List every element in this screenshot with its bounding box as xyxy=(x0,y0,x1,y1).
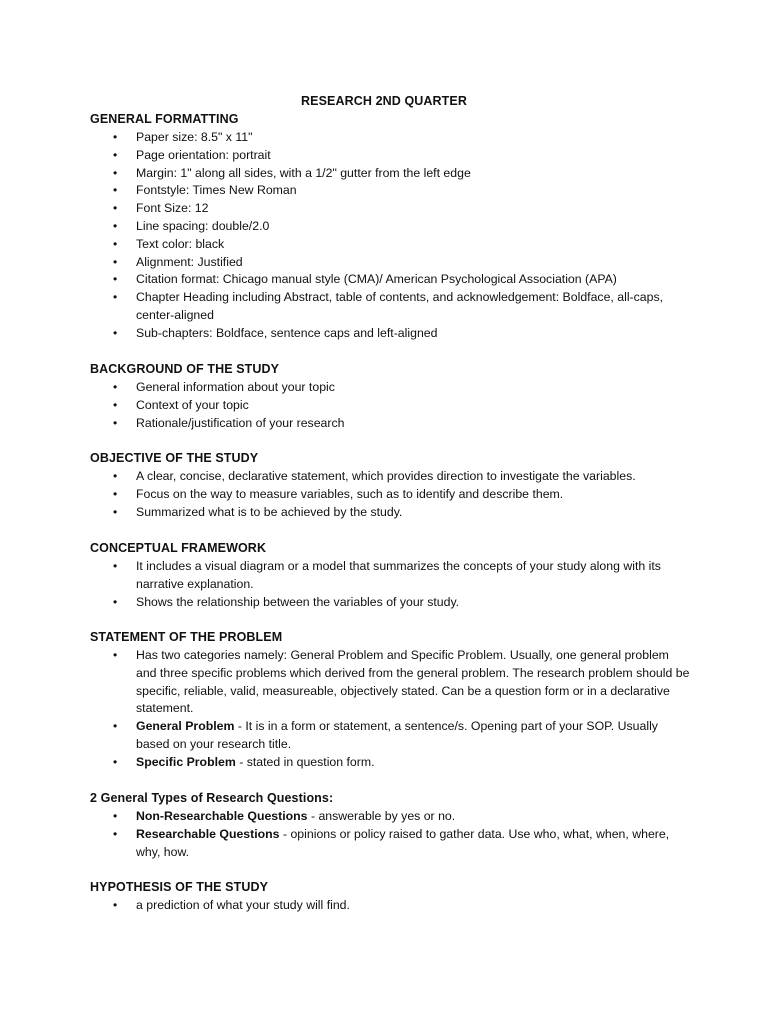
term-non-researchable: Non-Researchable Questions xyxy=(136,809,308,823)
list-item: • Text color: black xyxy=(90,236,690,254)
bullet-icon: • xyxy=(113,898,118,912)
list-item: • It includes a visual diagram or a model that summarizes the concepts of your study along with its narrative explanation. xyxy=(113,559,661,591)
list-research-question-types xyxy=(90,808,690,861)
bullet-icon: • xyxy=(113,469,118,483)
bullet-icon: • xyxy=(113,147,118,162)
list-item: • Page orientation: portrait xyxy=(90,147,690,165)
bullet-icon: • xyxy=(113,397,118,412)
list-item: • Chapter Heading including Abstract, table of contents, and acknowledgement: Boldface, all-caps, center-aligned xyxy=(113,290,664,322)
bullet-icon: • xyxy=(113,559,118,573)
list-item: • Focus on the way to measure variables, such as to identify and describe them. xyxy=(90,486,690,504)
list-item: • Rationale/justification of your research xyxy=(90,415,690,433)
list-item: • Context of your topic xyxy=(90,397,690,415)
list-hypothesis xyxy=(90,897,690,915)
list-statement-of-problem xyxy=(90,647,690,772)
bullet-icon: • xyxy=(113,165,118,180)
heading-hypothesis: HYPOTHESIS OF THE STUDY xyxy=(90,880,269,894)
list-general-formatting xyxy=(90,129,690,343)
list-item: • Alignment: Justified xyxy=(90,254,690,272)
bullet-icon: • xyxy=(113,236,118,251)
list-item: • Summarized what is to be achieved by the study. xyxy=(90,504,690,522)
bullet-icon: • xyxy=(113,380,118,394)
term-researchable: Researchable Questions xyxy=(136,826,280,841)
list-item: • Fontstyle: Times New Roman xyxy=(90,182,690,200)
document-title: RESEARCH 2ND QUARTER xyxy=(301,94,467,108)
list-item: • Paper size: 8.5" x 11" xyxy=(90,129,690,147)
list-item: • Non-Researchable Questions - answerable by yes or no. xyxy=(90,808,690,826)
list-objective xyxy=(90,468,690,521)
bullet-icon: • xyxy=(113,254,118,269)
bullet-icon: • xyxy=(113,130,118,144)
heading-statement-of-problem: STATEMENT OF THE PROBLEM xyxy=(90,630,283,644)
bullet-icon: • xyxy=(113,754,118,769)
list-item: • Font Size: 12 xyxy=(90,200,690,218)
bullet-icon: • xyxy=(113,809,118,823)
list-item: • Shows the relationship between the variables of your study. xyxy=(90,594,690,612)
list-item: • a prediction of what your study will find. xyxy=(90,897,690,915)
list-item: • Line spacing: double/2.0 xyxy=(90,218,690,236)
bullet-icon: • xyxy=(113,504,118,519)
bullet-icon: • xyxy=(113,272,118,287)
heading-conceptual-framework: CONCEPTUAL FRAMEWORK xyxy=(90,541,267,555)
term-general-problem: General Problem xyxy=(136,719,235,734)
list-item: • Citation format: Chicago manual style (CMA)/ American Psychological Association (APA) xyxy=(90,271,690,289)
bullet-icon: • xyxy=(113,719,118,734)
bullet-icon: • xyxy=(113,290,118,305)
bullet-icon: • xyxy=(113,201,118,216)
list-item: • Margin: 1" along all sides, with a 1/2" gutter from the left edge xyxy=(90,165,690,183)
bullet-icon: • xyxy=(113,183,118,198)
list-item: • General Problem - It is in a form or statement, a sentence/s. Opening part of your SOP. Usually based on your research title. xyxy=(113,719,658,751)
bullet-icon: • xyxy=(113,486,118,501)
bullet-icon: • xyxy=(113,325,118,340)
heading-background: BACKGROUND OF THE STUDY xyxy=(90,362,280,376)
bullet-icon: • xyxy=(113,594,118,609)
list-conceptual-framework xyxy=(90,558,690,611)
heading-objective: OBJECTIVE OF THE STUDY xyxy=(90,451,259,465)
list-item: • Sub-chapters: Boldface, sentence caps and left-aligned xyxy=(90,325,690,343)
heading-general-formatting: GENERAL FORMATTING xyxy=(90,112,239,126)
list-item: • General information about your topic xyxy=(90,379,690,397)
bullet-icon: • xyxy=(113,826,118,841)
list-background xyxy=(90,379,690,432)
list-item: • Has two categories namely: General Problem and Specific Problem. Usually, one general problem and three specific problems which derived from the general problem. The research problem should be specific, reliable, valid, measureable, objectively stated. Can be a question form or in a declarative statement. xyxy=(113,648,690,716)
list-item: • Specific Problem - stated in question form. xyxy=(90,754,690,772)
list-item: • A clear, concise, declarative statement, which provides direction to investigate the variables. xyxy=(90,468,690,486)
list-item: • Researchable Questions - opinions or policy raised to gather data. Use who, what, when, where, why, how. xyxy=(113,826,670,859)
bullet-icon: • xyxy=(113,218,118,233)
bullet-icon: • xyxy=(113,648,118,662)
bullet-icon: • xyxy=(113,415,118,430)
heading-research-question-types: 2 General Types of Research Questions: xyxy=(90,791,334,805)
term-specific-problem: Specific Problem xyxy=(136,754,236,769)
